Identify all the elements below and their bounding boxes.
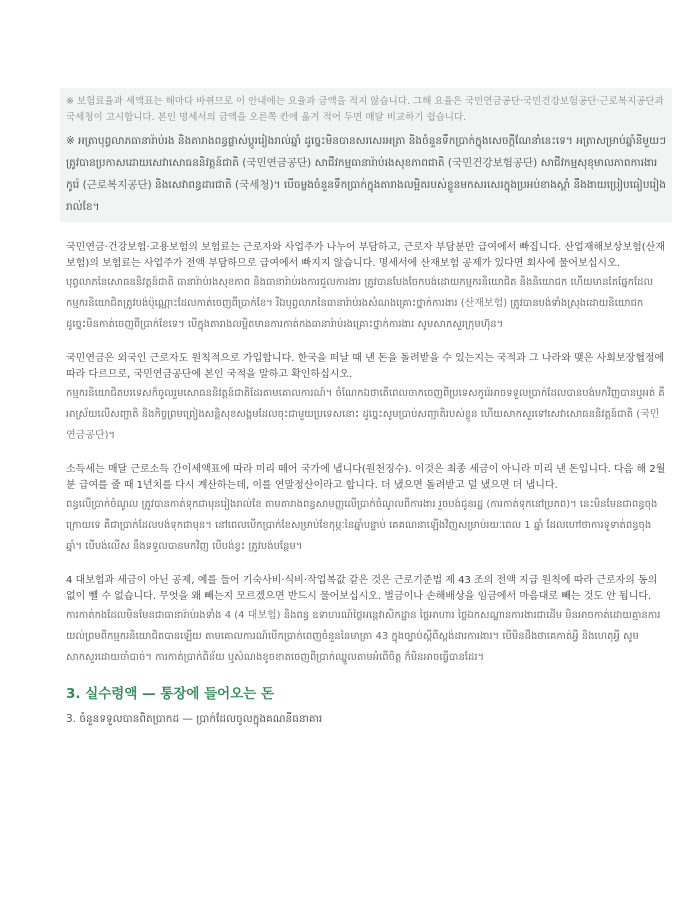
paragraph-national-pension [66, 351, 666, 446]
section-subheading: 3. ចំនួនទទួលបានពិតប្រាកដ — ប្រាក់ដែលចូលក្នុងគណនីធនាគារ [66, 713, 323, 725]
paragraph-khmer: ពន្ធលើប្រាក់ចំណូល ត្រូវបានកាត់ទុកជាមុនរៀងរាល់ខែ តាមតារាងពន្ធសាមញ្ញលើប្រាក់ចំណូលពីការងារ រួចបង់ជូនរដ្ឋ (ការកាត់ទុកនៅប្រភព)។ នេះមិនមែនជាពន្ធចុងក្រោយទេ គឺជាប្រាក់ដែលបង់ទុកជាមុន។ នៅពេលបើកប្រាក់ខែសម្រាប់ខែកុម្ភៈនៃឆ្នាំបន្ទាប់ គេគណនាឡើងវិញសម្រាប់រយៈពេល 1 ឆ្នាំ ដែលហៅថាការទូទាត់ពន្ធចុងឆ្នាំ។ បើបង់លើស នឹងទទួលបានមកវិញ បើបង់ខ្វះ ត្រូវបង់បន្ថែម។ [66, 499, 658, 552]
paragraph-khmer: ការកាត់កងដែលមិនមែនជាធានារ៉ាប់រងទាំង 4 (4 대보험) និងពន្ធ ឧទាហរណ៍ថ្លៃអន្តេវាសិកដ្ឋាន ថ្លៃអាហារ ថ្លៃឯកសណ្ឋានការងារជាដើម មិនអាចកាត់ដោយគ្មានការយល់ព្រមពីកម្មករនិយោជិតបានឡើយ តាមគោលការណ៍បើកប្រាក់ពេញចំនួននៃមាត្រា 43 ក្នុងច្បាប់ស្តីពីស្តង់ដារការងារ។ បើមិនដឹងថាគេកាត់អ្វី និងហេតុអ្វី សូមសាកសួរដោយចាំបាច់។ ការកាត់ប្រាក់ពិន័យ ឬសំណងខូចខាតចេញពីប្រាក់ឈ្នួលតាមអំពើចិត្ត ក៏មិនអាចធ្វើបានដែរ។ [66, 610, 661, 663]
paragraph-khmer: កម្មករនិយោជិតបរទេសក៏ចូលរួមសោធននិវត្តន៍ជាតិដែរតាមគោលការណ៍។ ចំណែកឯថាតើពេលចាកចេញពីប្រទេសកូរ៉េអាចទទួលប្រាក់ដែលបានបង់មកវិញបានឬអត់ គឺអាស្រ័យលើសញ្ជាតិ និងកិច្ចព្រមព្រៀងសន្តិសុខសង្គមដែលចុះជាមួយប្រទេសនោះ ដូច្នេះសូមប្រាប់សញ្ជាតិរបស់ខ្លួន ហើយសាកសួរទៅសេវាសោធននិវត្តន៍ជាតិ (국민연금공단)។ [66, 388, 665, 441]
paragraph-insurance-split [66, 240, 666, 335]
paragraph-other-deductions [66, 573, 666, 668]
paragraph-korean: 소득세는 매달 근로소득 간이세액표에 따라 미리 떼어 국가에 냅니다(원천징수). 이것은 최종 세금이 아니라 미리 낸 돈입니다. 다음 해 2월분 급여를 줄 때 1년치를 다시 계산하는데, 이를 연말정산이라고 합니다. 더 냈으면 돌려받고 덜 냈으면 더 냅니다. [66, 464, 666, 491]
notice-korean: ※ 보험료율과 세액표는 해마다 바뀌므로 이 안내에는 요율과 금액을 적지 않습니다. 그해 요율은 국민연금공단·국민건강보험공단·근로복지공단과 국세청이 고시합니다. 본인 명세서의 금액을 오른쪽 칸에 옮겨 적어 두면 매달 비교하기 쉽습니다. [66, 96, 664, 123]
paragraph-income-tax [66, 462, 666, 557]
section-heading: 3. 실수령액 — 통장에 들어오는 돈 [66, 686, 275, 702]
notice-khmer: ※ អត្រាបុព្វលាភធានារ៉ាប់រង និងតារាងពន្ធផ្លាស់ប្តូររៀងរាល់ឆ្នាំ ដូច្នេះមិនបានសរសេរអត្រា និងចំនួនទឹកប្រាក់ក្នុងសេចក្តីណែនាំនេះទេ។ អត្រាសម្រាប់ឆ្នាំនីមួយៗ ត្រូវបានប្រកាសដោយសេវាសោធននិវត្តន៍ជាតិ (국민연금공단) សាជីវកម្មធានារ៉ាប់រងសុខភាពជាតិ (국민건강보험공단) សាជីវកម្មសុខុមាលភាពការងារកូរ៉េ (근로복지공단) និងសេវាពន្ធដារជាតិ (국세청)។ បើចម្លងចំនួនទឹកប្រាក់ក្នុងតារាងលម្អិតរបស់ខ្លួនមកសរសេរក្នុងប្រអប់ខាងស្តាំ នឹងងាយប្រៀបធៀបរៀងរាល់ខែ។ [66, 135, 667, 213]
paragraph-korean: 국민연금·건강보험·고용보험의 보험료는 근로자와 사업주가 나누어 부담하고, 근로자 부담분만 급여에서 빠집니다. 산업재해보상보험(산재보험)의 보험료는 사업주가 전액 부담하므로 급여에서 빠지지 않습니다. 명세서에 산재보험 공제가 있다면 회사에 물어보십시오. [66, 242, 666, 269]
paragraph-korean: 국민연금은 외국인 근로자도 원칙적으로 가입합니다. 한국을 떠날 때 낸 돈을 돌려받을 수 있는지는 국적과 그 나라와 맺은 사회보장협정에 따라 다르므로, 국민연금공단에 본인 국적을 말하고 확인하십시오. [66, 353, 665, 380]
paragraph-khmer: បុព្វលាភនៃសោធននិវត្តន៍ជាតិ ធានារ៉ាប់រងសុខភាព និងធានារ៉ាប់រងការជួលការងារ ត្រូវបានបែងចែកបង់ដោយកម្មករនិយោជិត និងនិយោជក ហើយមានតែផ្នែកដែលកម្មករនិយោជិតត្រូវបង់ប៉ុណ្ណោះដែលកាត់ចេញពីប្រាក់ខែ។ រីឯបុព្វលាភនៃធានារ៉ាប់រងសំណងគ្រោះថ្នាក់ការងារ (산재보험) ត្រូវបានបង់ទាំងស្រុងដោយនិយោជក ដូច្នេះមិនកាត់ចេញពីប្រាក់ខែទេ។ បើក្នុងតារាងលម្អិតមានការកាត់កងធានារ៉ាប់រងគ្រោះថ្នាក់ការងារ សូមសាកសួរក្រុមហ៊ុន។ [66, 277, 653, 330]
main-content [66, 240, 666, 728]
paragraph-korean: 4 대보험과 세금이 아닌 공제, 예를 들어 기숙사비·식비·작업복값 같은 것은 근로기준법 제 43 조의 전액 지급 원칙에 따라 근로자의 동의 없이 뺄 수 없습니다. 무엇을 왜 빼는지 모르겠으면 반드시 물어보십시오. 벌금이나 손해배상을 임금에서 마음대로 빼는 것도 안 됩니다. [66, 575, 658, 602]
notice-box [60, 88, 672, 222]
